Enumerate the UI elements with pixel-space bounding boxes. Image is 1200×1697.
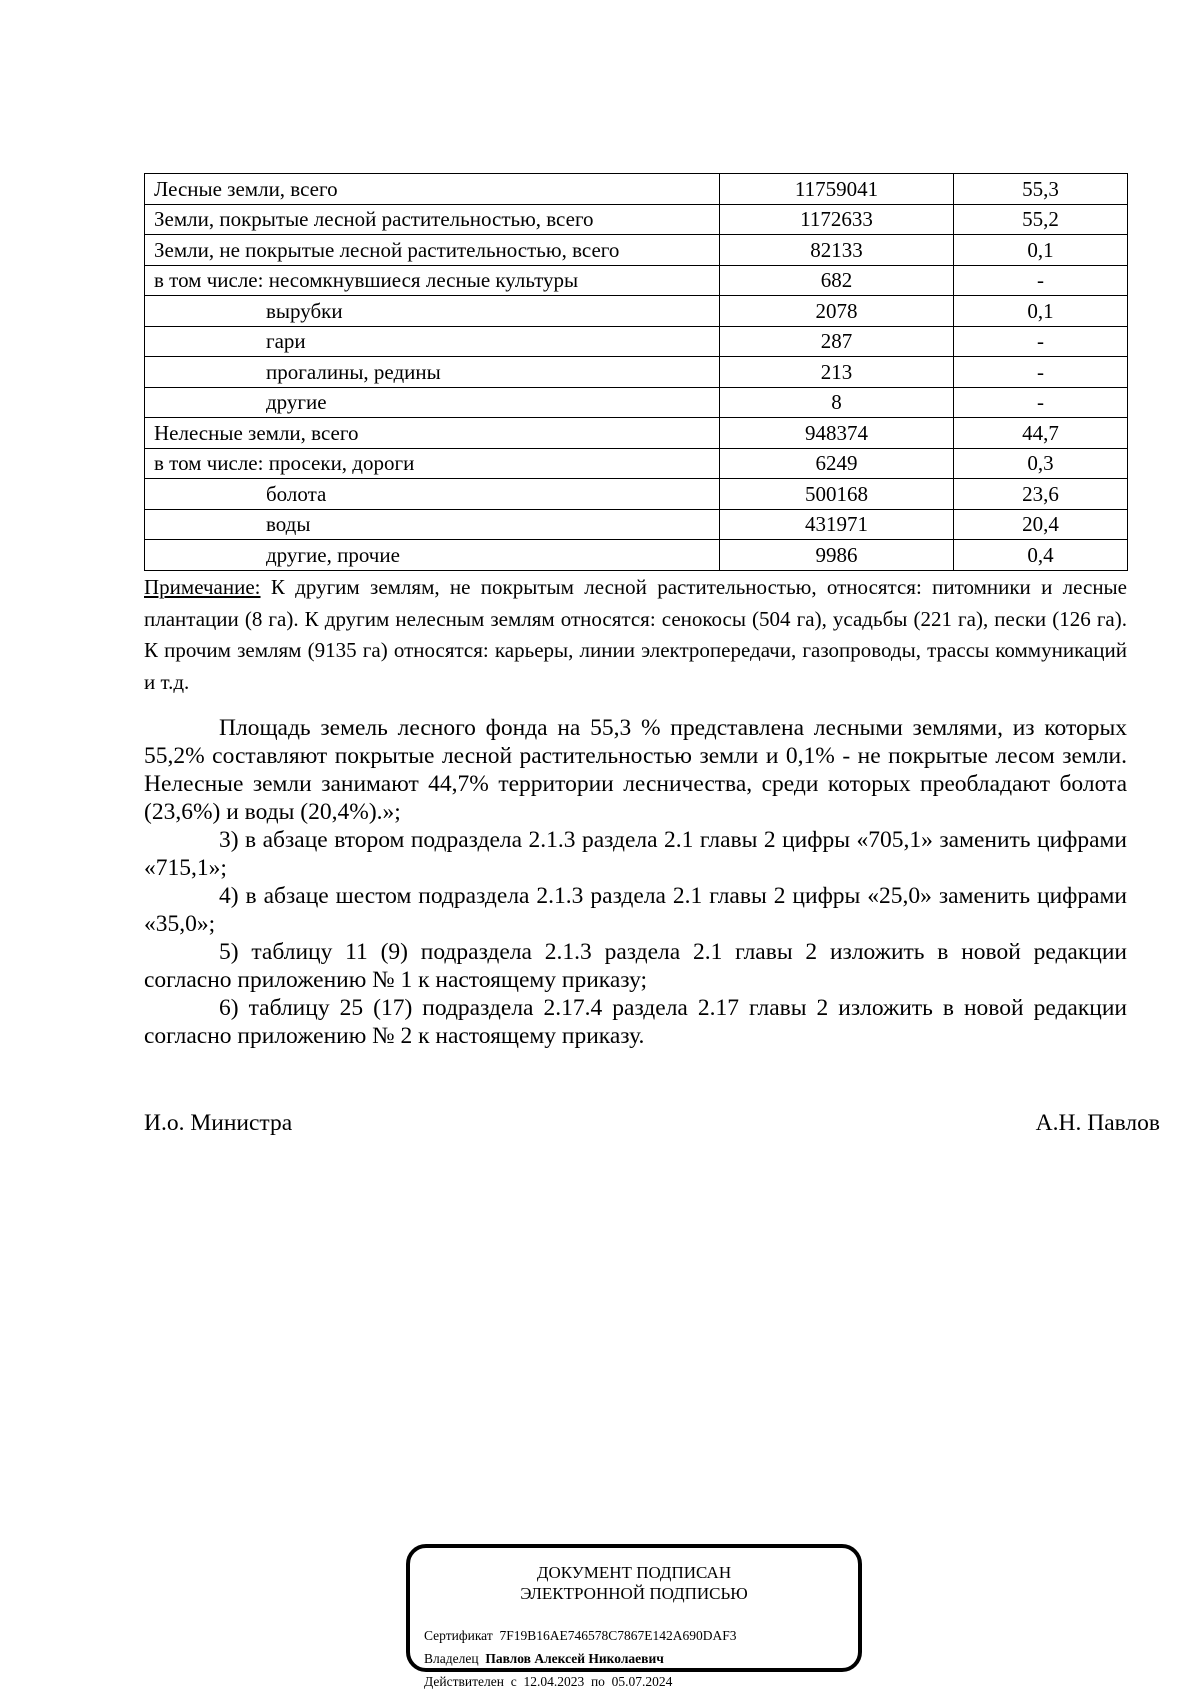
stamp-certificate-line (424, 1628, 737, 1644)
paragraph-item-5: 5) таблицу 11 (9) подраздела 2.1.3 раздела 2.1 главы 2 изложить в новой редакции согласно приложению № 1 к настоящему приказу; (144, 939, 1127, 993)
electronic-signature-stamp (406, 1544, 862, 1689)
table-row (145, 540, 1128, 571)
paragraph-summary: Площадь земель лесного фонда на 55,3 % представлена лесными землями, из которых 55,2% составляют покрытые лесной растительностью земли и 0,1% - не покрытые лесом земли. Нелесные земли занимают 44,7% территории лесничества, среди которых преобладают болота (23,6%) и воды (20,4%).»; (144, 715, 1127, 825)
row-label: вырубки (145, 296, 720, 327)
stamp-title (410, 1562, 858, 1604)
row-percent: - (954, 265, 1128, 296)
table-row (145, 418, 1128, 449)
row-label: Лесные земли, всего (145, 174, 720, 205)
row-percent: 0,1 (954, 235, 1128, 266)
row-label: Нелесные земли, всего (145, 418, 720, 449)
stamp-title-line: ЭЛЕКТРОННОЙ ПОДПИСЬЮ (520, 1584, 748, 1603)
table-row (145, 265, 1128, 296)
stamp-validity-line (424, 1674, 672, 1690)
row-area: 9986 (720, 540, 954, 571)
stamp-owner-line (424, 1651, 664, 1667)
row-area: 213 (720, 357, 954, 388)
row-label: Земли, покрытые лесной растительностью, всего (145, 204, 720, 235)
row-percent: 44,7 (954, 418, 1128, 449)
row-percent: 20,4 (954, 509, 1128, 540)
row-area: 2078 (720, 296, 954, 327)
row-percent: - (954, 387, 1128, 418)
row-label: в том числе: несомкнувшиеся лесные культуры (145, 265, 720, 296)
row-label: прогалины, редины (145, 357, 720, 388)
valid-to: 05.07.2024 (611, 1674, 673, 1689)
table-row (145, 387, 1128, 418)
valid-from: 12.04.2023 (523, 1674, 585, 1689)
valid-from-prefix: с (510, 1674, 517, 1689)
row-percent: 0,1 (954, 296, 1128, 327)
row-area: 82133 (720, 235, 954, 266)
row-label: гари (145, 326, 720, 357)
row-percent: - (954, 326, 1128, 357)
certificate-value: 7F19B16AE746578C7867E142A690DAF3 (499, 1628, 737, 1643)
stamp-title-line: ДОКУМЕНТ ПОДПИСАН (536, 1563, 732, 1582)
note-label: Примечание: (144, 575, 261, 599)
row-percent: - (954, 357, 1128, 388)
certificate-label: Сертификат (424, 1628, 493, 1643)
owner-value: Павлов Алексей Николаевич (485, 1651, 664, 1666)
note-text: К другим землям, не покрытым лесной растительностью, относятся: питомники и лесные плантации (8 га). К другим нелесным землям относятся: сенокосы (504 га), усадьбы (221 га), пески (126 га). К прочим землям (9135 га) относятся: карьеры, линии электропередачи, газопроводы, трассы коммуникаций и т.д. (144, 575, 1127, 694)
table-row (145, 326, 1128, 357)
row-area: 1172633 (720, 204, 954, 235)
row-label: воды (145, 509, 720, 540)
order-body (144, 714, 1127, 1050)
table-row (145, 296, 1128, 327)
row-area: 287 (720, 326, 954, 357)
row-percent: 23,6 (954, 479, 1128, 510)
signatory-name: А.Н. Павлов (1035, 1110, 1160, 1136)
paragraph-item-4: 4) в абзаце шестом подраздела 2.1.3 раздела 2.1 главы 2 цифры «25,0» заменить цифрами «35,0»; (144, 883, 1127, 937)
row-area: 8 (720, 387, 954, 418)
row-percent: 0,3 (954, 448, 1128, 479)
table-row (145, 509, 1128, 540)
table-row (145, 174, 1128, 205)
row-area: 500168 (720, 479, 954, 510)
table-row (145, 357, 1128, 388)
signatory-position: И.о. Министра (144, 1110, 293, 1136)
table-row (145, 479, 1128, 510)
row-label: другие, прочие (145, 540, 720, 571)
valid-to-prefix: по (590, 1674, 605, 1689)
table-row (145, 204, 1128, 235)
paragraph-item-6: 6) таблицу 25 (17) подраздела 2.17.4 раздела 2.17 главы 2 изложить в новой редакции согласно приложению № 2 к настоящему приказу. (144, 995, 1127, 1049)
row-area: 6249 (720, 448, 954, 479)
row-percent: 55,3 (954, 174, 1128, 205)
paragraph-item-3: 3) в абзаце втором подраздела 2.1.3 раздела 2.1 главы 2 цифры «705,1» заменить цифрами «715,1»; (144, 827, 1127, 881)
row-label: Земли, не покрытые лесной растительностью, всего (145, 235, 720, 266)
row-area: 431971 (720, 509, 954, 540)
table-note (144, 572, 1127, 698)
row-percent: 55,2 (954, 204, 1128, 235)
row-area: 948374 (720, 418, 954, 449)
row-percent: 0,4 (954, 540, 1128, 571)
owner-label: Владелец (424, 1651, 479, 1666)
row-area: 11759041 (720, 174, 954, 205)
land-fund-table (144, 173, 1128, 571)
row-label: в том числе: просеки, дороги (145, 448, 720, 479)
row-label: болота (145, 479, 720, 510)
row-area: 682 (720, 265, 954, 296)
table-row (145, 235, 1128, 266)
table-row (145, 448, 1128, 479)
row-label: другие (145, 387, 720, 418)
valid-label: Действителен (424, 1674, 504, 1689)
